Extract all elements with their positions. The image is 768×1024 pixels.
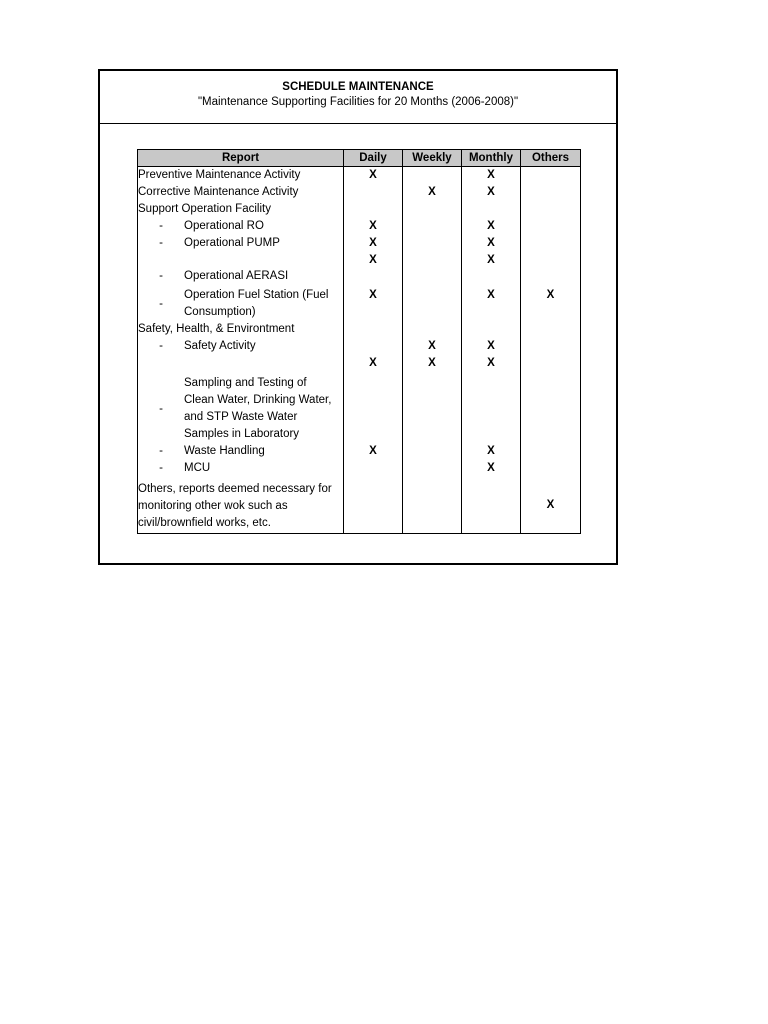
header-monthly: Monthly (462, 150, 521, 167)
report-cell (138, 355, 344, 443)
schedule-table (137, 149, 581, 534)
table-row (138, 218, 581, 235)
bullet-dash: - (159, 340, 163, 352)
others-cell (521, 321, 581, 338)
monthly-mark: X (462, 338, 521, 355)
report-label-line: Operation Fuel Station (Fuel (184, 289, 329, 301)
others-cell (521, 184, 581, 201)
weekly-cell (403, 218, 462, 235)
daily-cell (344, 338, 403, 355)
daily-cell (344, 477, 403, 534)
weekly-cell (403, 287, 462, 321)
bullet-dash: - (159, 402, 163, 415)
report-label: Waste Handling (184, 445, 265, 457)
daily-mark: X (344, 218, 403, 235)
table-row (138, 443, 581, 460)
report-label (184, 375, 343, 443)
monthly-mark: X (462, 287, 521, 321)
document-subtitle: "Maintenance Supporting Facilities for 20 Months (2006-2008)" (197, 96, 519, 108)
report-label-line: monitoring other wok such as (138, 500, 288, 512)
report-cell (138, 477, 344, 534)
monthly-cell (462, 477, 521, 534)
table-row (138, 201, 581, 218)
others-cell (521, 235, 581, 252)
table-row (138, 338, 581, 355)
table-row (138, 235, 581, 252)
report-cell (138, 338, 344, 355)
monthly-mark: X (462, 252, 521, 287)
monthly-mark: X (462, 355, 521, 443)
others-cell (521, 443, 581, 460)
header-report: Report (138, 150, 344, 167)
report-label-line: Others, reports deemed necessary for (138, 483, 332, 495)
report-cell: Corrective Maintenance Activity (138, 184, 344, 201)
header-others: Others (521, 150, 581, 167)
report-cell (138, 235, 344, 252)
daily-mark: X (344, 355, 403, 443)
monthly-cell (462, 321, 521, 338)
report-label-line: Samples in Laboratory (184, 428, 300, 440)
weekly-cell (403, 235, 462, 252)
daily-cell (344, 201, 403, 218)
weekly-cell (403, 201, 462, 218)
header-daily: Daily (344, 150, 403, 167)
report-label-line: Sampling and Testing of (184, 377, 307, 389)
table-row (138, 184, 581, 201)
report-cell: Safety, Health, & Environtment (138, 321, 344, 338)
report-cell (138, 218, 344, 235)
monthly-mark: X (462, 218, 521, 235)
document-title: SCHEDULE MAINTENANCE (282, 81, 434, 93)
others-cell (521, 167, 581, 185)
report-cell: Support Operation Facility (138, 201, 344, 218)
document-header (100, 71, 616, 124)
weekly-cell (403, 321, 462, 338)
table-row (138, 321, 581, 338)
report-label: Operational AERASI (184, 270, 289, 282)
monthly-mark: X (462, 235, 521, 252)
weekly-cell (403, 443, 462, 460)
others-mark: X (521, 287, 581, 321)
daily-mark: X (344, 252, 403, 287)
daily-mark: X (344, 443, 403, 460)
report-label: Safety Activity (184, 340, 256, 352)
bullet-dash: - (159, 270, 163, 282)
table-row (138, 287, 581, 321)
table-row (138, 477, 581, 534)
monthly-mark: X (462, 443, 521, 460)
others-cell (521, 218, 581, 235)
daily-mark: X (344, 287, 403, 321)
report-label: Operational PUMP (184, 237, 280, 249)
others-mark: X (521, 477, 581, 534)
table-header-row (138, 150, 581, 167)
monthly-mark: X (462, 184, 521, 201)
report-label-line: and STP Waste Water (184, 411, 298, 423)
table-row (138, 460, 581, 477)
weekly-cell (403, 460, 462, 477)
weekly-cell (403, 477, 462, 534)
bullet-dash: - (159, 297, 163, 310)
report-label-line: Clean Water, Drinking Water, (184, 394, 332, 406)
monthly-mark: X (462, 167, 521, 185)
table-row (138, 355, 581, 443)
weekly-mark: X (403, 355, 462, 443)
monthly-mark: X (462, 460, 521, 477)
report-cell (138, 443, 344, 460)
monthly-cell (462, 201, 521, 218)
daily-cell (344, 321, 403, 338)
report-label (184, 287, 343, 321)
weekly-mark: X (403, 184, 462, 201)
report-cell (138, 252, 344, 287)
table-row (138, 252, 581, 287)
others-cell (521, 355, 581, 443)
bullet-dash: - (159, 220, 163, 232)
daily-cell (344, 184, 403, 201)
report-cell (138, 460, 344, 477)
report-cell (138, 287, 344, 321)
bullet-dash: - (159, 462, 163, 474)
weekly-cell (403, 167, 462, 185)
report-label: MCU (184, 462, 211, 474)
others-cell (521, 338, 581, 355)
report-label: Operational RO (184, 220, 264, 232)
daily-mark: X (344, 167, 403, 185)
table-row (138, 167, 581, 185)
bullet-dash: - (159, 237, 163, 249)
others-cell (521, 460, 581, 477)
daily-mark: X (344, 235, 403, 252)
weekly-cell (403, 252, 462, 287)
document-frame (98, 69, 618, 565)
others-cell (521, 201, 581, 218)
report-label-line: civil/brownfield works, etc. (138, 517, 271, 529)
bullet-dash: - (159, 445, 163, 457)
report-cell: Preventive Maintenance Activity (138, 167, 344, 185)
weekly-mark: X (403, 338, 462, 355)
header-weekly: Weekly (403, 150, 462, 167)
report-label-line: Consumption) (184, 306, 256, 318)
daily-cell (344, 460, 403, 477)
others-cell (521, 252, 581, 287)
